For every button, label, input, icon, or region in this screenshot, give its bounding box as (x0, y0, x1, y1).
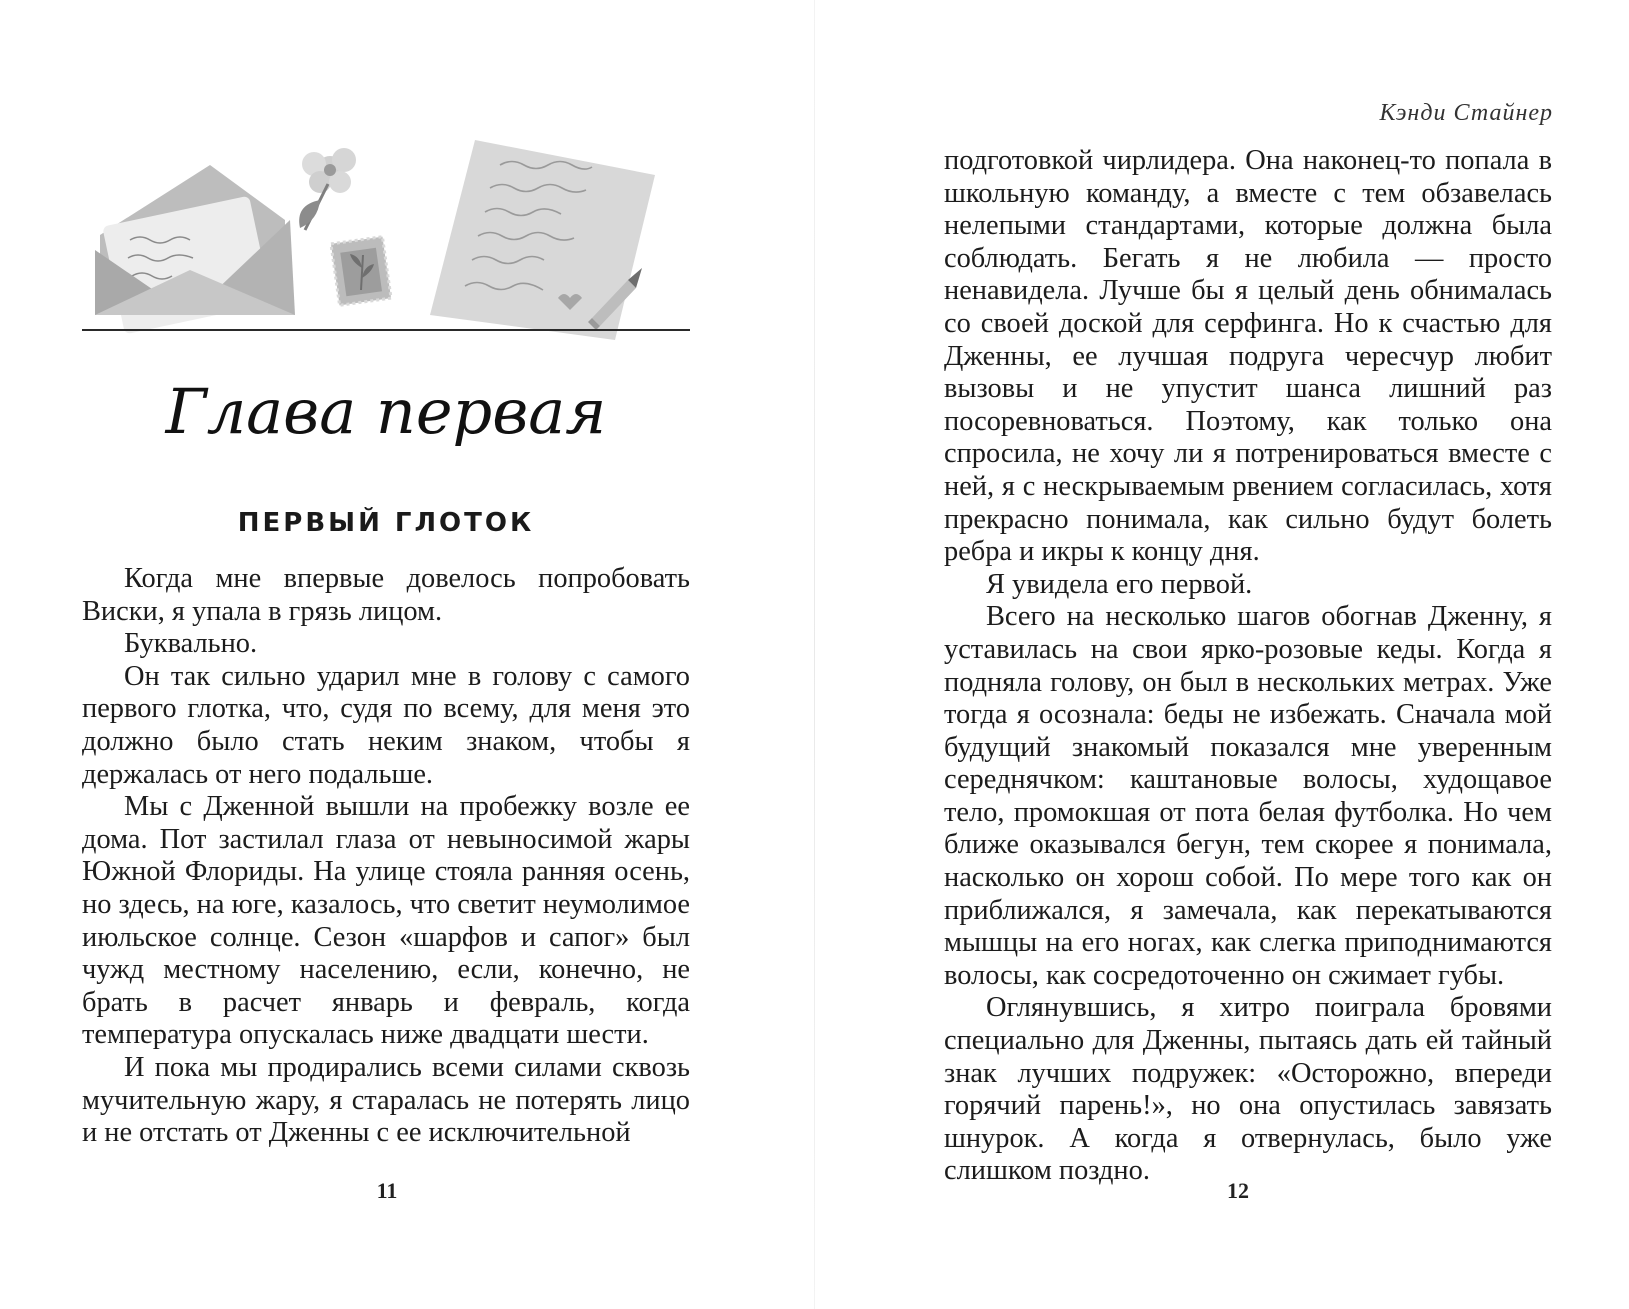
paragraph: подготовкой чирлидера. Она наконец-то попала в школьную команду, а вместе с тем обзавелась нелепыми стандартами, которые должна была соблюдать. Бегать я не любила — просто ненавидела. Лучше бы я целый день обнималась со своей доской для серфинга. Но к счастью для Дженны, ее лучшая подруга чересчур любит вызовы и не упустит шанса лишний раз посоревноваться. Поэтому, как только она спросила, не хочу ли я потренироваться вместе с ней, я с нескрываемым рвением согласилась, хотя прекрасно понимала, как сильно будут болеть ребра и икры к концу дня. (944, 145, 1552, 568)
paragraph: Я увидела его первой. (986, 568, 1253, 600)
paragraph: И пока мы продирались всеми силами сквозь мучительную жару, я старалась не потерять лицо и не отстать от Дженны с ее исключительной (82, 1051, 690, 1149)
flower-icon (299, 148, 356, 230)
paragraph: Оглянувшись, я хитро поиграла бровями специально для Дженны, пытаясь дать ей тайный знак лучших подружек: «Осторожно, впереди горячий парень!», но она опустилась завязать шнурок. А когда я отвернулась, было уже слишком поздно. (944, 992, 1552, 1187)
page-number: 12 (1227, 1178, 1249, 1203)
letter-page-icon (430, 140, 655, 340)
left-page (0, 0, 814, 1309)
chapter-rule (82, 329, 690, 331)
envelope-icon (95, 165, 295, 334)
chapter-title: Глава первая (165, 375, 607, 448)
paragraph: Буквально. (124, 628, 258, 660)
running-head: Кэнди Стайнер (1379, 100, 1553, 126)
paragraph: Когда мне впервые довелось попробовать Виски, я упала в грязь лицом. (82, 563, 690, 627)
right-body-text (944, 145, 1552, 1188)
paragraph: Мы с Дженной вышли на пробежку возле ее дома. Пот застилал глаза от невыносимой жары Южной Флориды. На улице стояла ранняя осень, но здесь, на юге, казалось, что светит неумолимое июльское солнце. Сезон «шарфов и сапог» был чужд местному населению, если, конечно, не брать в расчет январь и февраль, когда температура опускалась ниже двадцати шести. (82, 791, 691, 1051)
left-body-text (82, 563, 690, 1150)
stamp-icon (331, 237, 391, 306)
paragraph: Всего на несколько шагов обогнав Дженну, я уставилась на свои ярко-розовые кеды. Когда я подняла голову, он был в нескольких метрах. Уже тогда я осознала: беды не избежать. Сначала мой будущий знакомый показался мне уверенным середнячком: каштановые волосы, худощавое тело, промокшая от пота белая футболка. Но чем ближе оказывался бегун, тем скорее я понимала, насколько он хорош собой. По мере того как он приближался, я замечала, как перекатываются мышцы на его ногах, как слегка приподнимаются волосы, как сосредоточенно он сжимает губы. (944, 601, 1552, 991)
page-number: 11 (376, 1178, 398, 1203)
section-title: ПЕРВЫЙ ГЛОТОК (237, 508, 535, 538)
right-page (815, 0, 1629, 1309)
paragraph: Он так сильно ударил мне в голову с самого первого глотка, что, судя по всему, для меня это должно было стать неким знаком, чтобы я держалась от него подальше. (82, 660, 690, 790)
letters-illustration (80, 140, 690, 340)
